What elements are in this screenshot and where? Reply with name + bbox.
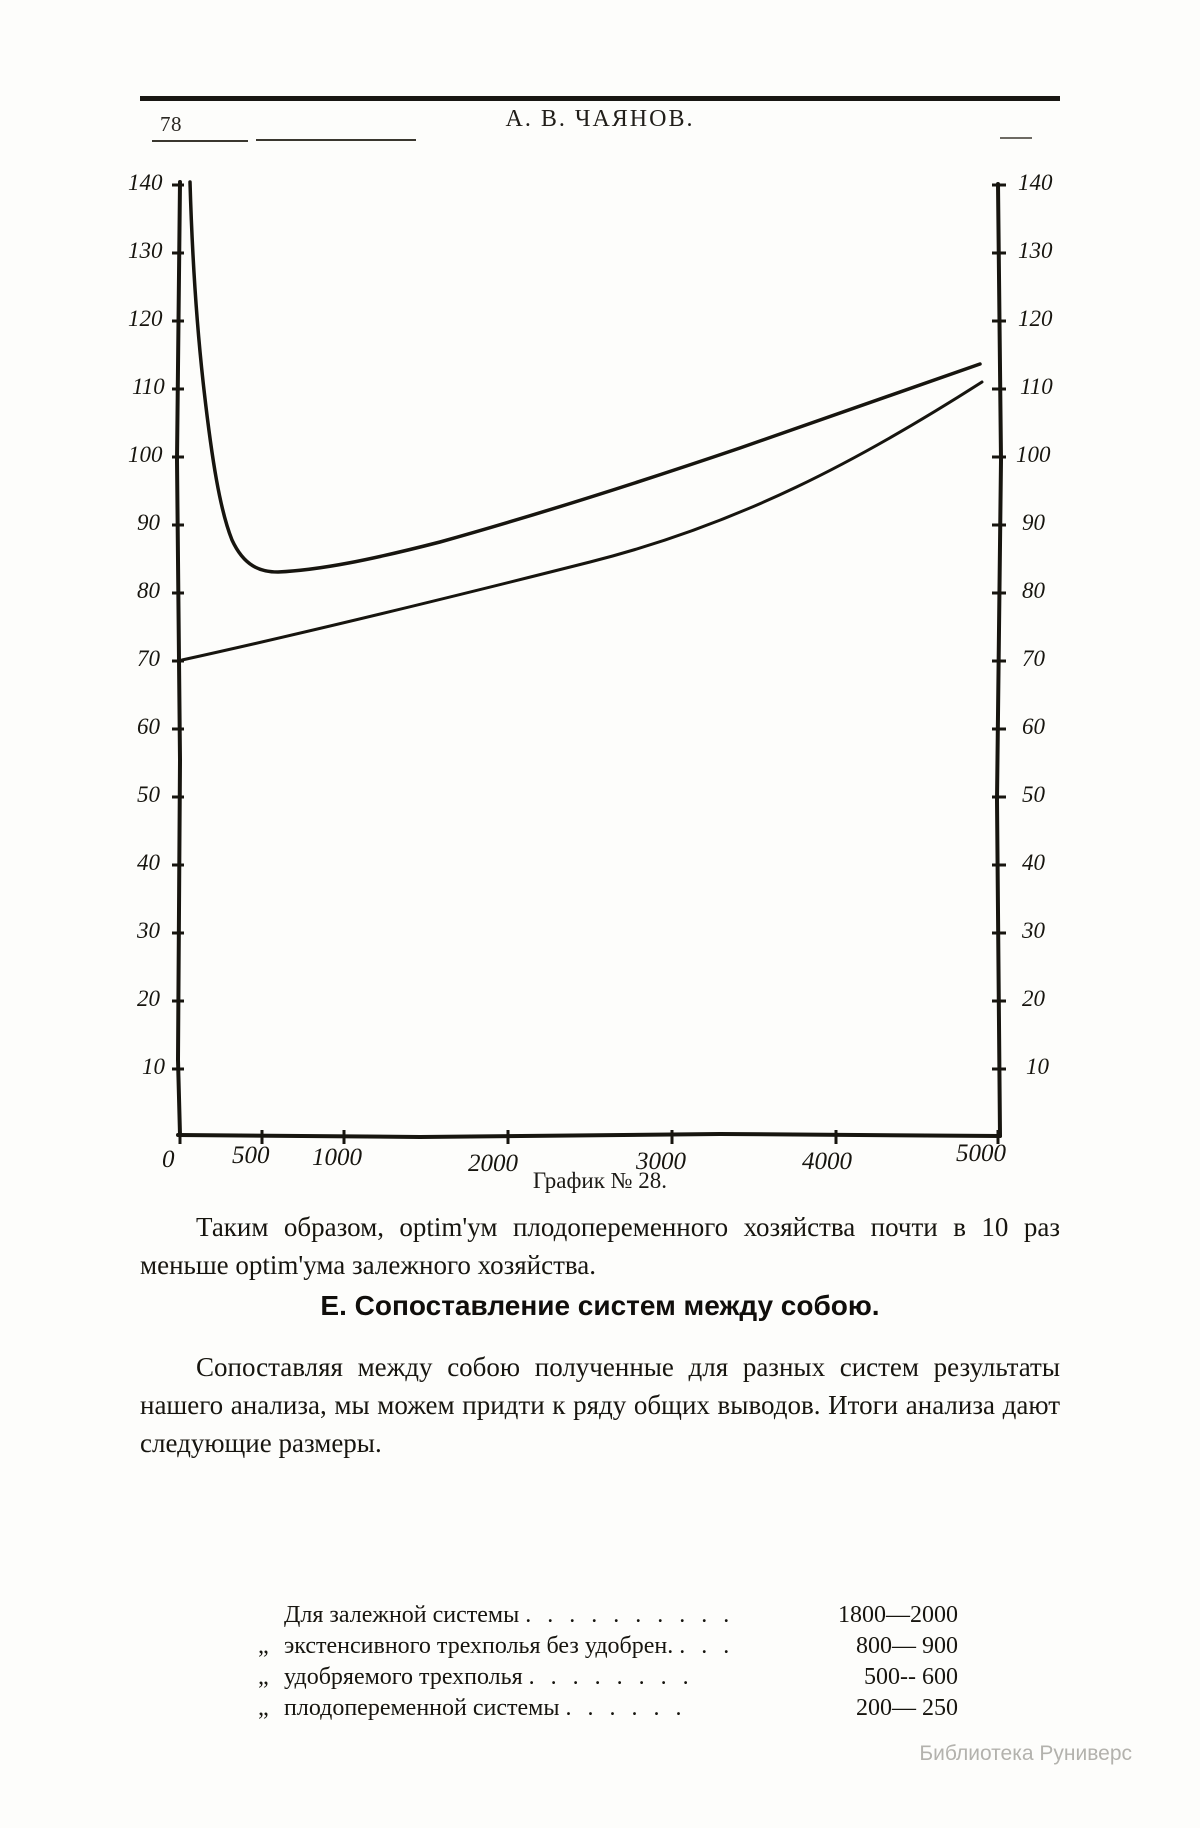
x-tick-5000: 5000 — [956, 1140, 1006, 1167]
y-tick-right-140: 140 — [1018, 170, 1053, 195]
y-tick-left-90: 90 — [137, 510, 160, 535]
x-axis — [178, 1134, 1000, 1137]
y-tick-left-120: 120 — [128, 306, 163, 331]
y-tick-left-30: 30 — [137, 918, 160, 943]
results-list — [258, 1600, 958, 1724]
x-tick-500: 500 — [232, 1142, 270, 1169]
top-rule — [140, 96, 1060, 101]
leader-dots: . . . . . . . . — [528, 1664, 694, 1690]
section-heading: Е. Сопоставление систем между собою. — [320, 1290, 880, 1321]
result-value: 200— 250 — [856, 1695, 958, 1721]
y-tick-right-40: 40 — [1022, 850, 1045, 875]
y-tick-right-90: 90 — [1022, 510, 1045, 535]
y-tick-left-80: 80 — [137, 578, 160, 603]
leader-dots: . . . . . . — [565, 1695, 687, 1721]
x-tick-0: 0 — [162, 1146, 175, 1173]
x-tick-3000: 3000 — [636, 1148, 686, 1175]
result-label: экстенсивного трехполья без удобрен. — [284, 1633, 674, 1659]
y-tick-left-130: 130 — [128, 238, 163, 263]
result-label: Для залежной системы — [284, 1602, 520, 1628]
y-tick-right-70: 70 — [1022, 646, 1045, 671]
y-tick-left-110: 110 — [132, 374, 165, 399]
y-tick-right-100: 100 — [1016, 442, 1051, 467]
chart-canvas — [120, 160, 1080, 1170]
y-tick-left-20: 20 — [137, 986, 160, 1011]
y-tick-left-50: 50 — [137, 782, 160, 807]
result-lead: „ — [258, 1633, 269, 1659]
result-lead: „ — [258, 1664, 269, 1690]
leader-dots: . . . . . . . . . . — [525, 1602, 735, 1628]
paragraph-1-text: Таким образом, optim'ум плодопеременного хозяйства почти в 10 раз меньше optim'ума залежного хозяйства. — [140, 1212, 1060, 1280]
y-tick-left-140: 140 — [128, 170, 163, 195]
x-tick-1000: 1000 — [312, 1144, 362, 1171]
paragraph-2 — [140, 1348, 1060, 1462]
result-label: удобряемого трехполья — [284, 1664, 523, 1690]
running-head-rule-left — [256, 139, 416, 141]
chart-curve-upper — [190, 182, 980, 572]
y-tick-left-70: 70 — [137, 646, 160, 671]
paragraph-2-text: Сопоставляя между собою полученные для разных систем результаты нашего анализа, мы можем придти к ряду общих выводов. Итоги анализа дают следующие размеры. — [140, 1352, 1060, 1458]
y-tick-left-40: 40 — [137, 850, 160, 875]
y-tick-right-10: 10 — [1026, 1054, 1049, 1079]
y-tick-right-130: 130 — [1018, 238, 1053, 263]
result-value: 800— 900 — [856, 1633, 958, 1659]
paragraph-1 — [140, 1208, 1060, 1284]
result-lead: „ — [258, 1695, 269, 1721]
y-tick-right-20: 20 — [1022, 986, 1045, 1011]
list-item — [258, 1600, 958, 1631]
y-tick-left-60: 60 — [137, 714, 160, 739]
y-tick-right-30: 30 — [1022, 918, 1045, 943]
running-head: А. В. ЧАЯНОВ. — [505, 106, 695, 132]
result-value: 1800—2000 — [838, 1602, 958, 1628]
y-tick-left-100: 100 — [128, 442, 163, 467]
page-number: 78 — [160, 112, 182, 136]
y-tick-left-10: 10 — [142, 1054, 165, 1079]
chart-curve-lower — [182, 382, 982, 660]
running-head-rule-right — [1000, 137, 1032, 139]
result-value: 500-- 600 — [864, 1664, 958, 1690]
y-tick-right-80: 80 — [1022, 578, 1045, 603]
library-watermark: Библиотека Руниверс — [919, 1742, 1132, 1765]
figure-caption: График № 28. — [532, 1168, 668, 1193]
y-tick-right-120: 120 — [1018, 306, 1053, 331]
y-axis-left — [177, 182, 180, 1135]
x-tick-2000: 2000 — [468, 1150, 518, 1177]
list-item — [258, 1662, 958, 1693]
page-number-rule — [152, 140, 248, 142]
list-item — [258, 1693, 958, 1724]
chart-figure — [120, 160, 1080, 1177]
list-item — [258, 1631, 958, 1662]
result-label: плодопеременной системы — [284, 1695, 560, 1721]
y-tick-right-50: 50 — [1022, 782, 1045, 807]
leader-dots: . . . — [679, 1633, 735, 1659]
x-tick-4000: 4000 — [802, 1148, 852, 1175]
y-tick-right-110: 110 — [1020, 374, 1053, 399]
y-tick-right-60: 60 — [1022, 714, 1045, 739]
